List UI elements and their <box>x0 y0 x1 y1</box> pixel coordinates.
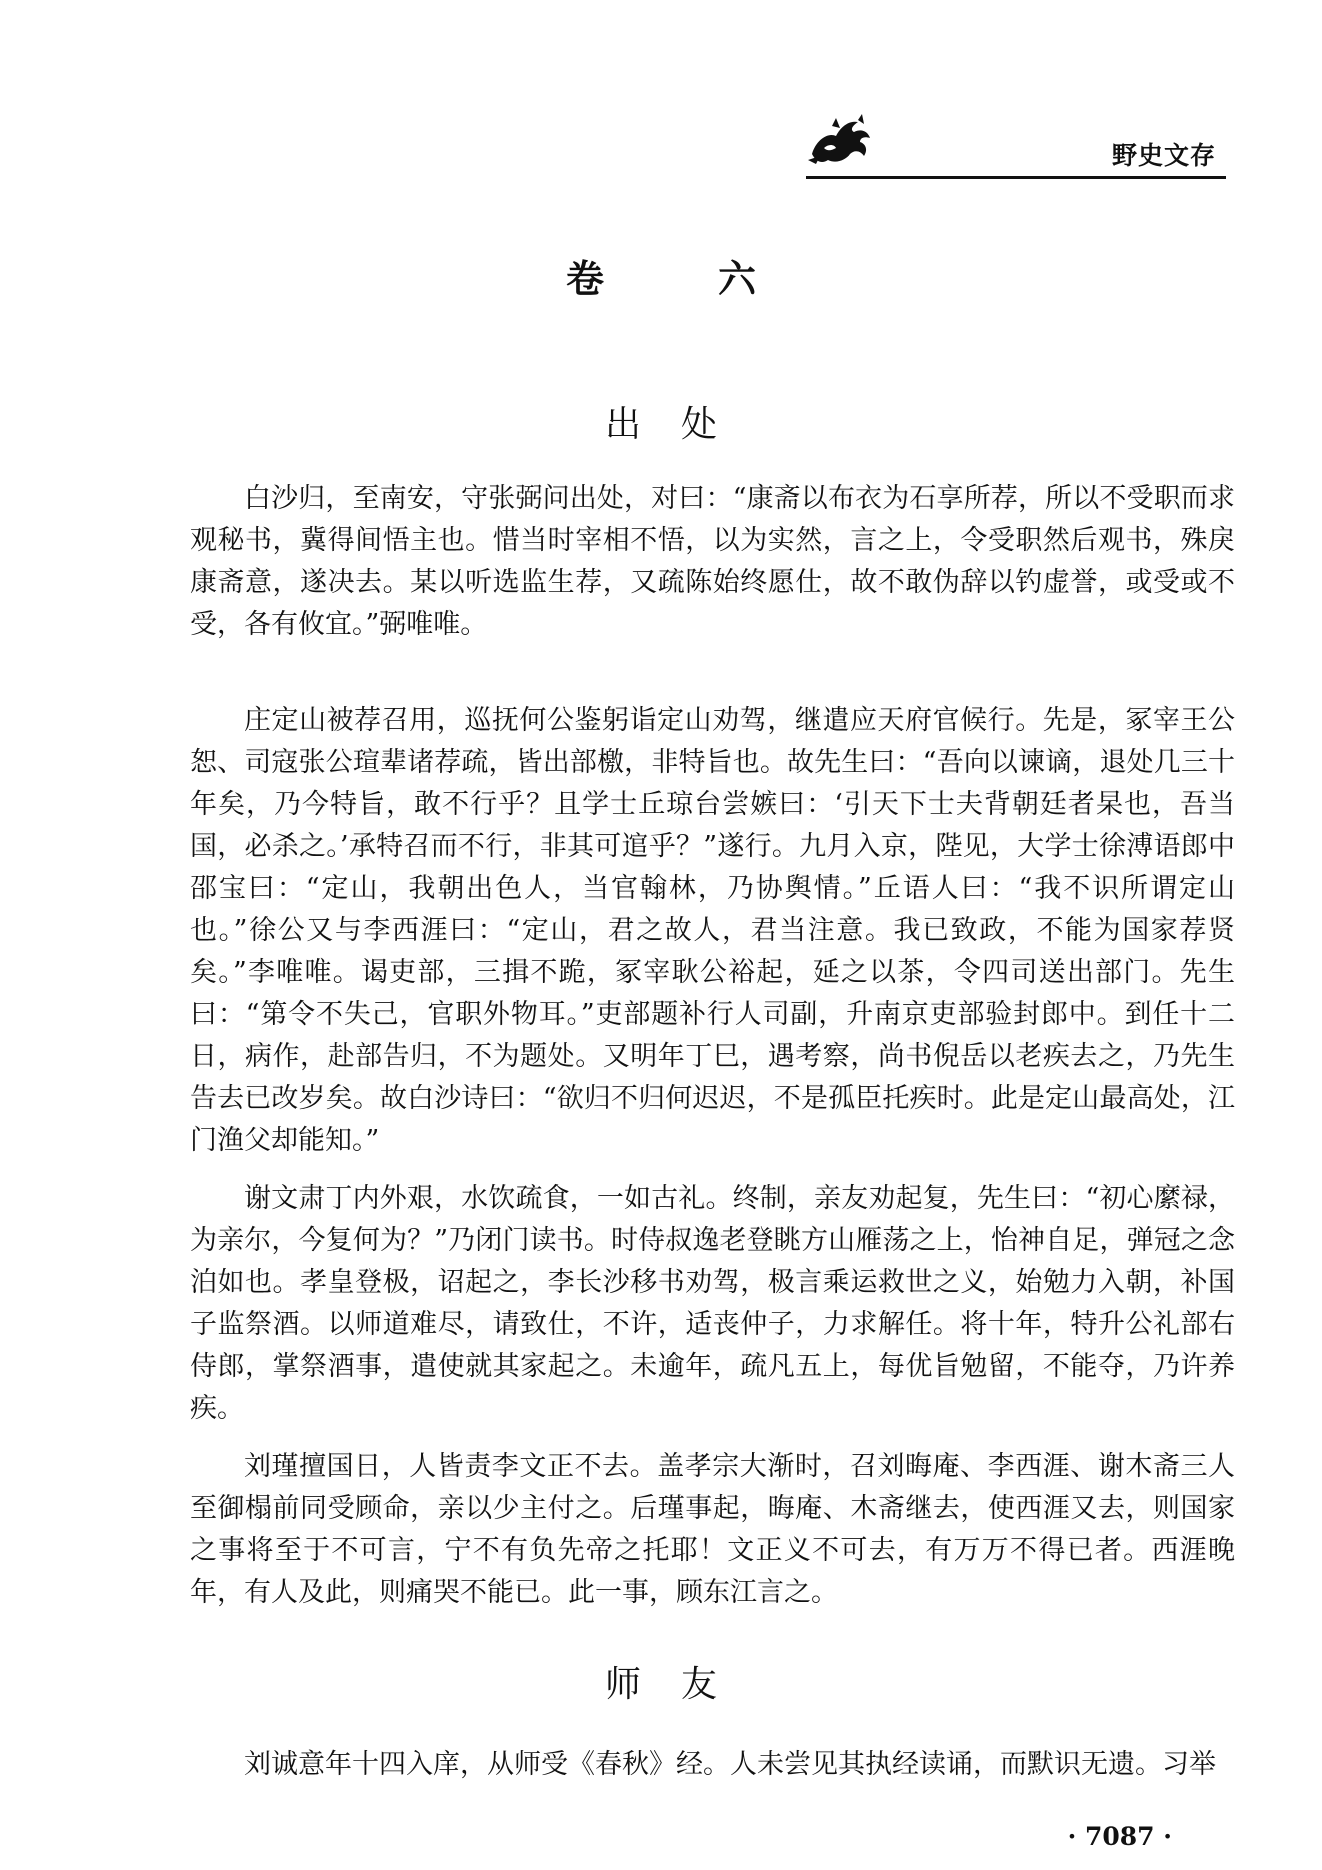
page-number: · 7087 · <box>1067 1822 1172 1851</box>
paragraph: 庄定山被荐召用，巡抚何公鉴躬诣定山劝驾，继遣应天府官候行。先是，冢宰王公恕、司寇张公瑄辈诸荐疏，皆出部檄，非特旨也。故先生曰：“吾向以谏谪，退处几三十年矣，乃今特旨，敢不行乎？且学士丘琼台尝嫉曰：‘引天下士夫背朝廷者杲也，吾当国，必杀之。’承特召而不行，非其可逭乎？”遂行。九月入京，陛见，大学士徐溥语郎中邵宝曰：“定山，我朝出色人，当官翰林，乃协舆情。”丘语人曰：“我不识所谓定山也。”徐公又与李西涯曰：“定山，君之故人，君当注意。我已致政，不能为国家荐贤矣。”李唯唯。谒吏部，三揖不跪，冢宰耿公裕起，延之以茶，令四司送出部门。先生曰：“第令不失己，官职外物耳。”吏部题补行人司副，升南京吏部验封郎中。到任十二日，病作，赴部告归，不为题处。又明年丁巳，遇考察，尚书倪岳以老疾去之，乃先生告去已改岁矣。故白沙诗曰：“欲归不归何迟迟，不是孤臣托疾时。此是定山最高处，江门渔父却能知。” <box>190 705 1235 1156</box>
section-title-shiyou: 师友 <box>604 1664 757 1705</box>
paragraph: 谢文肃丁内外艰，水饮疏食，一如古礼。终制，亲友劝起复，先生曰：“初心縻禄，为亲尔，今复何为？”乃闭门读书。时侍叔逸老登眺方山雁荡之上，怡神自足，弹冠之念泊如也。孝皇登极，诏起之，李长沙移书劝驾，极言乘运救世之义，始勉力入朝，补国子监祭酒。以师道难尽，请致仕，不许，适丧仲子，力求解任。将十年，特升公礼部右侍郎，掌祭酒事，遣使就其家起之。未逾年，疏凡五上，每优旨勉留，不能夺，乃许养疾。 <box>190 1183 1235 1424</box>
section-title-chuchu: 出处 <box>604 404 757 445</box>
chapter-title: 卷 六 <box>565 257 794 301</box>
page-header <box>806 110 1226 180</box>
running-head: 野史文存 <box>1111 141 1216 170</box>
paragraph: 刘瑾擅国日，人皆责李文正不去。盖孝宗大渐时，召刘晦庵、李西涯、谢木斋三人至御榻前同受顾命，亲以少主付之。后瑾事起，晦庵、木斋继去，使西涯又去，则国家之事将至于不可言，宁不有负先帝之托耶！文正义不可去，有万万不得已者。西涯晚年，有人及此，则痛哭不能已。此一事，顾东江言之。 <box>190 1451 1235 1608</box>
header-rule <box>806 176 1226 179</box>
paragraph: 白沙归，至南安，守张弼问出处，对曰：“康斋以布衣为石享所荐，所以不受职而求观秘书，冀得间悟主也。惜当时宰相不悟，以为实然，言之上，令受职然后观书，殊戾康斋意，遂决去。某以听选监生荐，又疏陈始终愿仕，故不敢伪辞以钓虚誉，或受或不受，各有攸宜。”弼唯唯。 <box>190 483 1235 640</box>
dragon-emblem-icon <box>806 110 876 168</box>
paragraph: 刘诚意年十四入庠，从师受《春秋》经。人未尝见其执经读诵，而默识无遗。习举 <box>244 1749 1216 1780</box>
